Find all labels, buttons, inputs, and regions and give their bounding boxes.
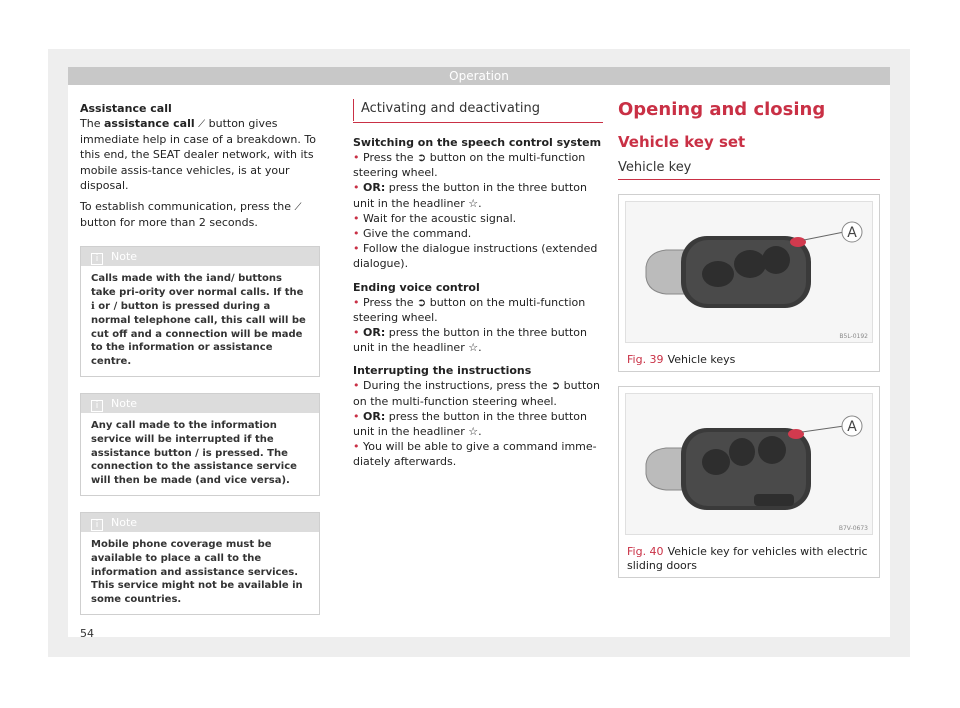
page-sheet bbox=[48, 49, 910, 657]
callout-label: A bbox=[847, 419, 857, 435]
note-label: Note bbox=[111, 397, 138, 410]
list-item: • OR: press the button in the three button unit in the headliner ☆. bbox=[353, 409, 587, 439]
assistance-paragraph-2: To establish communication, press the ⟋ button for more than 2 seconds. bbox=[80, 200, 302, 230]
section-heading: Activating and deactivating bbox=[353, 101, 603, 123]
callout-label: A bbox=[847, 225, 857, 241]
info-icon: i bbox=[91, 519, 103, 531]
subheading-interrupting: Interrupting the instructions bbox=[353, 364, 532, 378]
page-number: 54 bbox=[80, 627, 94, 640]
assistance-call-term: assistance call bbox=[103, 117, 195, 130]
figure-caption: Fig. 39 Vehicle keys bbox=[627, 353, 736, 366]
note-text: Calls made with the ℹand∕ buttons take pri-ority over normal calls. If the ℹ or ∕ button is pressed during a normal telephone call, this call will be cut off and a connection will be made to the information or assistance centre. bbox=[91, 273, 306, 368]
note-label: Note bbox=[111, 515, 138, 529]
wrench-icon: ⟋ bbox=[198, 119, 206, 130]
section-heading: Vehicle key set bbox=[618, 133, 746, 151]
list-item: • During the instructions, press the ➲ button on the multi-function steering wheel. bbox=[353, 379, 600, 408]
page-header: Operation bbox=[68, 67, 890, 85]
assistance-paragraph-1: The assistance call ⟋ button gives immediate help in case of a breakdown. To this end, the SEAT dealer network, with its mobile assis-tance vehicles, is at your disposal. bbox=[80, 117, 316, 192]
vehicle-key-image bbox=[625, 201, 873, 343]
list-item: • Give the command. bbox=[353, 227, 472, 241]
subheading-ending: Ending voice control bbox=[353, 280, 480, 294]
chapter-heading: Opening and closing bbox=[618, 99, 826, 120]
figure-code: B7V-0673 bbox=[838, 525, 868, 532]
column-voice-control bbox=[353, 101, 603, 470]
list-item: • Press the ➲ button on the multi-function steering wheel. bbox=[353, 295, 586, 324]
column-opening-closing bbox=[618, 98, 880, 578]
note-label: Note bbox=[111, 250, 138, 264]
list-item: • OR: press the button in the three button unit in the headliner ☆. bbox=[353, 181, 587, 210]
car-key-icon bbox=[626, 202, 874, 342]
figure-code: B5L-0192 bbox=[839, 333, 868, 340]
list-item: • Press the ➲ button on the multi-function steering wheel. bbox=[353, 151, 586, 180]
car-key-icon bbox=[626, 394, 874, 534]
figure-39 bbox=[618, 194, 880, 372]
column-assistance bbox=[80, 101, 320, 615]
info-icon: i bbox=[91, 400, 103, 412]
wrench-icon: ⟋ bbox=[294, 202, 302, 214]
info-icon: i bbox=[91, 253, 103, 265]
assistance-title: Assistance call bbox=[80, 102, 172, 115]
subsection-heading: Vehicle key bbox=[618, 160, 880, 180]
note-text: Any call made to the information service will be interrupted if the assistance button ∕ is pressed. The connection to the assistance service will then be made (and vice versa). bbox=[91, 420, 297, 487]
manual-page bbox=[68, 67, 890, 640]
note-text: Mobile phone coverage must be available to place a call to the information and assistance services. This service might not be available in some countries. bbox=[91, 538, 303, 606]
list-item: • Follow the dialogue instructions (extended dialogue). bbox=[353, 242, 598, 271]
note-box-1 bbox=[80, 246, 320, 377]
figure-caption: Fig. 40 Vehicle key for vehicles with electric sliding doors bbox=[627, 545, 868, 572]
figure-40 bbox=[618, 386, 880, 578]
note-box-3 bbox=[80, 512, 320, 615]
list-item: • You will be able to give a command imme-diately afterwards. bbox=[353, 440, 597, 469]
vehicle-key-sliding-doors-image bbox=[625, 393, 873, 535]
subheading-switch-on: Switching on the speech control system bbox=[353, 136, 602, 149]
list-item: • Wait for the acoustic signal. bbox=[353, 211, 517, 225]
list-item: • OR: press the button in the three button unit in the headliner ☆. bbox=[353, 326, 587, 355]
note-box-2 bbox=[80, 393, 320, 496]
